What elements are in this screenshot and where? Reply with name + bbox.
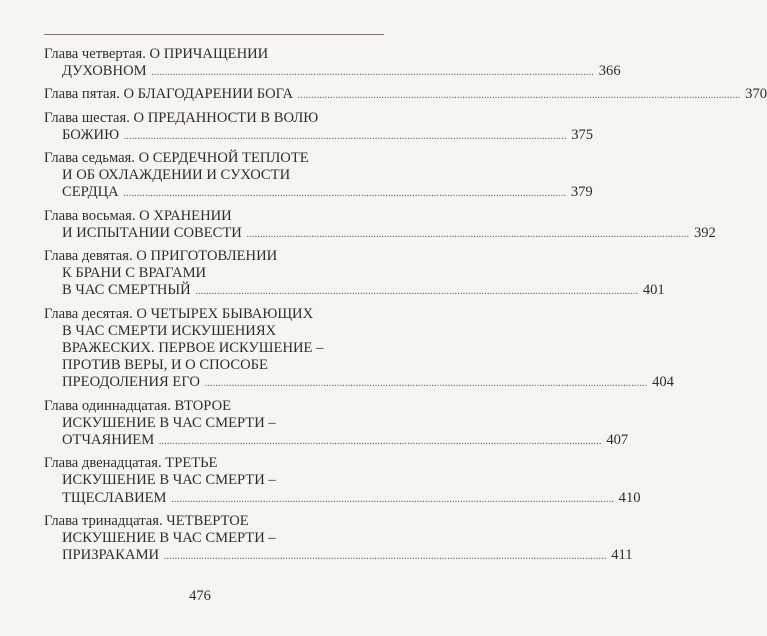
page-number: 407	[606, 432, 629, 449]
page-number: 401	[642, 282, 665, 299]
toc-entry-continuation: И ОБ ОХЛАЖДЕНИИ И СУХОСТИ	[62, 167, 291, 184]
toc-entry-heading: Глава девятая. О ПРИГОТОВЛЕНИИ	[44, 248, 278, 265]
page-folio: 476	[189, 588, 211, 604]
dot-leader	[171, 494, 614, 505]
toc-entry-last-line	[44, 184, 593, 202]
toc-entry-chapter-10[interactable]	[44, 305, 674, 393]
page-number: 411	[611, 547, 633, 564]
page-number: 375	[571, 126, 594, 143]
toc-entry-heading: Глава седьмая. О СЕРДЕЧНОЙ ТЕПЛОТЕ	[44, 150, 309, 167]
dot-leader	[159, 436, 602, 447]
page-number: 370	[745, 86, 767, 103]
dot-leader	[195, 286, 638, 297]
toc-entry-continuation: ИСКУШЕНИЕ В ЧАС СМЕРТИ –	[62, 414, 276, 431]
toc-entry-chapter-8[interactable]	[44, 207, 716, 243]
toc-entry-text: ОТЧАЯНИЕМ	[62, 432, 155, 449]
toc-entry-heading: Глава четвертая. О ПРИЧАЩЕНИИ	[44, 46, 269, 62]
toc-entry-text: ПРЕОДОЛЕНИЯ ЕГО	[62, 374, 200, 391]
toc-entry-text: ДУХОВНОМ	[62, 63, 147, 80]
page-number: 392	[693, 224, 716, 241]
toc-entry-text: ТЩЕСЛАВИЕМ	[62, 489, 167, 506]
toc-entry-last-line	[44, 432, 629, 450]
toc-entry-last-line	[44, 224, 716, 243]
dot-leader	[164, 551, 607, 562]
toc-entry-heading: Глава тринадцатая. ЧЕТВЕРТОЕ	[44, 512, 249, 529]
toc-entry-text: СЕРДЦА	[62, 184, 119, 201]
toc-entry-continuation: ИСКУШЕНИЕ В ЧАС СМЕРТИ –	[62, 530, 276, 547]
toc-entry-chapter-12[interactable]	[44, 455, 641, 508]
toc-entry-last-line	[44, 374, 674, 392]
dot-leader	[151, 67, 594, 78]
toc-entry-chapter-7[interactable]	[44, 150, 593, 203]
top-rule	[44, 34, 384, 35]
toc-entry-text: В ЧАС СМЕРТНЫЙ	[62, 282, 191, 299]
page-number: 410	[618, 489, 641, 506]
page-number: 379	[570, 184, 593, 201]
table-of-contents	[44, 46, 767, 570]
toc-entry-heading: Глава десятая. О ЧЕТЫРЕХ БЫВАЮЩИХ	[44, 305, 314, 322]
dot-leader	[123, 188, 566, 199]
toc-entry-chapter-5[interactable]	[44, 86, 767, 104]
toc-entry-heading: Глава восьмая. О ХРАНЕНИИ	[44, 207, 232, 224]
toc-entry-text: Глава пятая. О БЛАГОДАРЕНИИ БОГА	[44, 86, 294, 103]
dot-leader	[298, 90, 741, 101]
toc-entry-continuation: ИСКУШЕНИЕ В ЧАС СМЕРТИ –	[62, 472, 276, 489]
dot-leader	[246, 229, 689, 240]
toc-entry-heading: Глава двенадцатая. ТРЕТЬЕ	[44, 455, 218, 472]
toc-entry-last-line	[44, 126, 594, 145]
toc-entry-chapter-11[interactable]	[44, 397, 629, 451]
toc-entry-continuation: ПРОТИВ ВЕРЫ, И О СПОСОБЕ	[62, 357, 268, 374]
toc-entry-chapter-9[interactable]	[44, 248, 665, 301]
toc-entry-heading: Глава одиннадцатая. ВТОРОЕ	[44, 397, 232, 414]
toc-entry-chapter-6[interactable]	[44, 109, 594, 145]
toc-entry-continuation: В ЧАС СМЕРТИ ИСКУШЕНИЯХ	[62, 322, 277, 339]
toc-entry-last-line	[44, 282, 665, 300]
page-number: 366	[598, 63, 621, 80]
toc-entry-last-line	[44, 63, 621, 81]
toc-entry-last-line	[44, 86, 767, 104]
toc-entry-text: ПРИЗРАКАМИ	[62, 547, 160, 564]
toc-entry-chapter-13[interactable]	[44, 512, 633, 566]
toc-entry-text: БОЖИЮ	[62, 126, 120, 143]
dot-leader	[205, 378, 648, 389]
toc-entry-text: И ИСПЫТАНИИ СОВЕСТИ	[62, 224, 242, 241]
toc-entry-last-line	[44, 547, 633, 565]
toc-entry-continuation: ВРАЖЕСКИХ. ПЕРВОЕ ИСКУШЕНИЕ –	[62, 340, 324, 357]
page-number: 404	[652, 374, 674, 391]
toc-entry-chapter-4[interactable]	[44, 46, 621, 81]
toc-entry-last-line	[44, 489, 641, 508]
toc-entry-continuation: К БРАНИ С ВРАГАМИ	[62, 265, 207, 282]
dot-leader	[124, 131, 567, 142]
toc-entry-heading: Глава шестая. О ПРЕДАННОСТИ В ВОЛЮ	[44, 109, 319, 126]
